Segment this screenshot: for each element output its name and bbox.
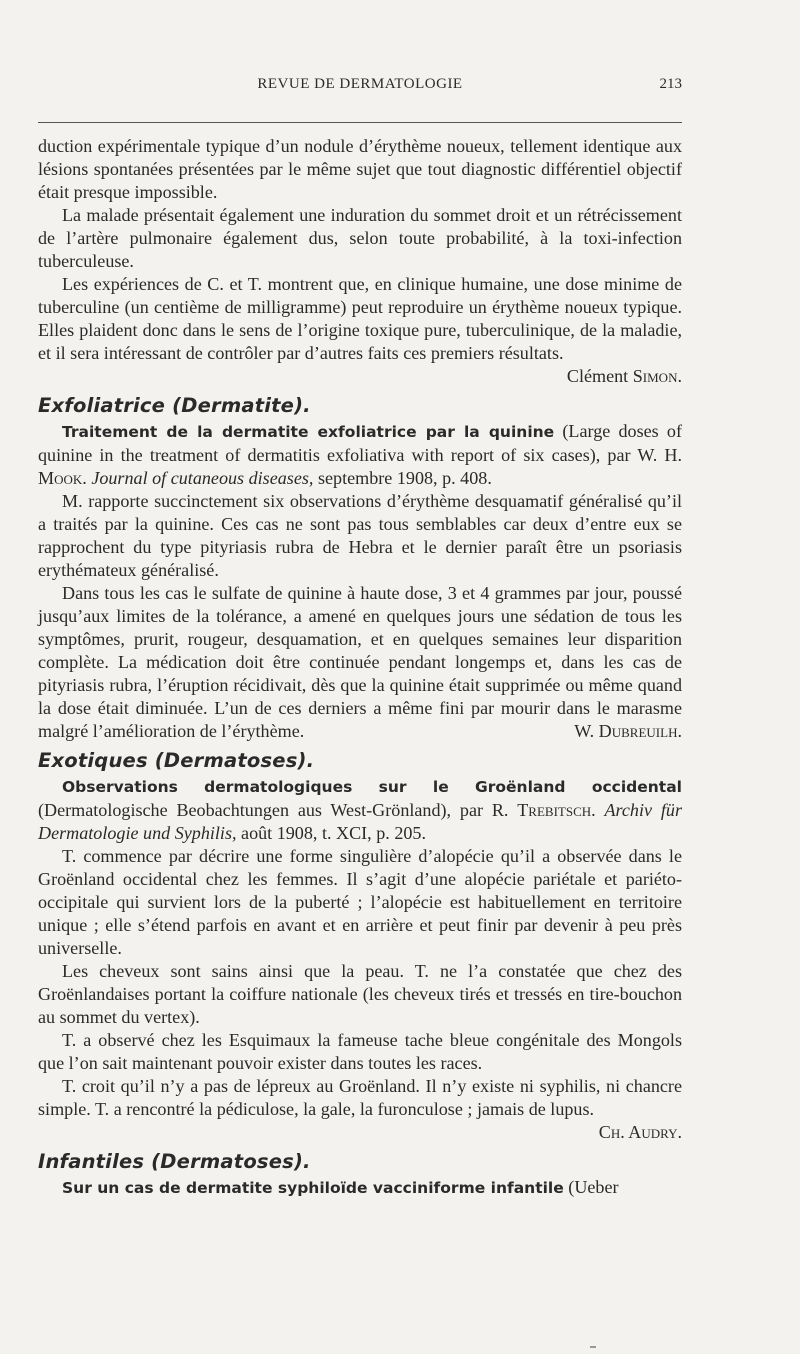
section3-ref-a: (Ueber [563,1177,619,1197]
section2-paragraph-3: T. a observé chez les Esquimaux la fameuse tache bleue congénitale des Mongols que l’on sait maintenant pouvoir exister dans toutes les races. [38,1030,682,1073]
signature-first-name: Clément [566,366,629,386]
page-number: 213 [659,76,682,92]
section2-ref-a: (Dermatologische Beobachtungen aus West-Grönland), par R. [38,800,518,820]
section1-rubric: Traitement de la dermatite exfoliatrice par la quinine [62,423,555,441]
section1-ref-c: septembre 1908, p. 408. [313,468,492,488]
intro-paragraph-3-text: Les expériences de C. et T. montrent que, en clinique humaine, une dose minime de tuberculine (un centième de milligramme) peut reproduire un érythème noueux typique. Elles plaident donc dans le sens de l’origine toxique pure, tuberculinique, de la maladie, et il sera intéressant de contrôler par d’autres faits ces premiers résultats. [38,274,682,363]
section2-author: Trebitsch. [517,800,596,820]
section-heading-infantiles: Infantiles (Dermatoses). [38,1150,311,1173]
intro-paragraph-2: La malade présentait également une induration du sommet droit et un rétrécissement de l’artère pulmonaire également dus, selon toute probabilité, à la toxi-infection tuberculeuse. [38,205,682,271]
signature-dubreuilh: W. Dubreuilh. [574,721,682,741]
signature-last-name: Simon. [632,366,682,386]
section1-journal: Journal of cutaneous diseases, [91,468,314,488]
signature-simon [543,365,682,388]
section2-ref-c: août 1908, t. XCI, p. 205. [236,823,426,843]
section1-paragraph-2-text: Dans tous les cas le sulfate de quinine à haute dose, 3 et 4 grammes par jour, poussé jusqu’aux limites de la tolérance, a amené en quelques jours une sédation de tous les symptômes, prurit, rougeur, desquamation, et en quelques semaines leur disparition complète. La médication doit être continuée pendant longemps et, dans les cas de pityriasis rubra, l’éruption récidivait, dès que la quinine était supprimée ou même quand la dose était diminuée. L’un de ces derniers a même fini par mourir dans le marasme malgré l’amélioration de l’érythème. [38,583,682,741]
section-heading-exfoliatrice: Exfoliatrice (Dermatite). [38,394,311,417]
section2-journal: Archiv für Dermatologie und Syphilis, [38,800,682,843]
intro-paragraph-1: duction expérimentale typique d’un nodule d’érythème noueux, tellement identique aux lésions spontanées présentées par le même sujet que tout diagnostic différentiel objectif était presque impossible. [38,136,682,202]
intro-paragraph-3 [38,273,682,386]
section1-paragraph-2 [38,582,682,743]
section-heading-exotiques: Exotiques (Dermatoses). [38,749,315,772]
print-mark [590,1346,596,1348]
section2-rubric: Observations dermatologiques sur le Groënland occidental [62,778,682,796]
section2-paragraph-2: Les cheveux sont sains ainsi que la peau. T. ne l’a constatée que chez des Groënlandaises portant la coiffure nationale (les cheveux tirés et tressés en tire-bouchon au sommet du vertex). [38,961,682,1027]
signature-audry: Ch. Audry. [598,1122,682,1142]
section1-ref-a: (Large doses of quinine in the treatment of dermatitis exfoliativa with report of six cases), par W. H. [38,421,682,465]
section1-paragraph-1: M. rapporte succinctement six observations d’érythème desquamatif généralisé qu’il a traités par la quinine. Ces cas ne sont pas tous semblables car deux d’entre eux se rapprochent du type pityriasis rubra de Hebra et le dernier paraît être un psoriasis erythémateux généralisé. [38,491,682,580]
section3-rubric: Sur un cas de dermatite syphiloïde vacciniforme infantile [62,1179,564,1197]
running-head [38,64,682,123]
article-body [38,135,682,1200]
section2-paragraph-4 [38,1075,682,1142]
journal-title: REVUE DE DERMATOLOGIE [257,76,463,92]
section2-paragraph-4-text: T. croit qu’il n’y a pas de lépreux au Groënland. Il n’y existe ni syphilis, ni chancre simple. T. a rencontré la pédiculose, la gale, la furonculose ; jamais de lupus. [38,1076,682,1119]
section2-paragraph-1: T. commence par décrire une forme singulière d’alopécie qu’il a observée dans le Groënland occidental chez les femmes. Il s’agit d’une alopécie pariétale et pariéto-occipitale qui survient lors de la puberté ; l’alopécie est habituellement en territoire unique ; elle s’étend parfois en avant et en arrière et peut finir par devenir à peu près universelle. [38,846,682,958]
section2-reference [38,775,682,845]
page [38,0,682,1200]
section1-author: Mook. [38,468,87,488]
section1-reference [38,420,682,490]
section3-reference [38,1176,682,1200]
